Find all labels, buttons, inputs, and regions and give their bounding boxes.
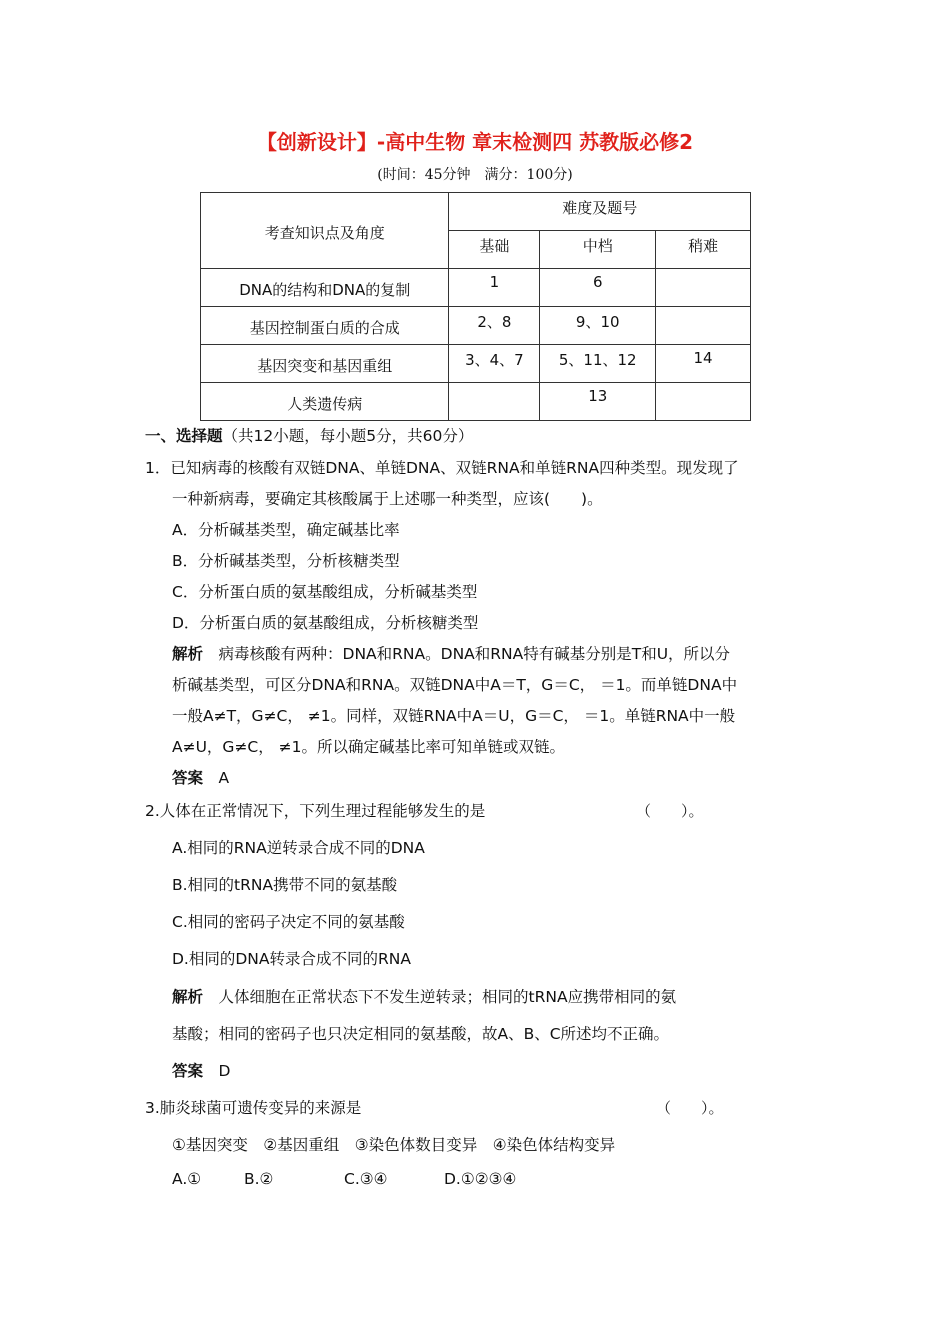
row-medium: 9、10	[540, 307, 656, 345]
row-hard: 14	[656, 345, 751, 383]
section-heading	[145, 424, 473, 446]
row-kp: 基因控制蛋白质的合成	[201, 307, 449, 345]
q2-analysis-label: 解析	[172, 988, 204, 1006]
exam-time-score: (时间：45分钟 满分：100分)	[377, 167, 573, 183]
table-row	[201, 345, 751, 383]
document-title: 【创新设计】-高中生物 章末检测四 苏教版必修2	[256, 130, 694, 154]
row-medium: 6	[540, 269, 656, 307]
header-knowledge-point: 考查知识点及角度	[201, 193, 449, 269]
q2-analysis-text: 人体细胞在正常状态下不发生逆转录；相同的tRNA应携带相同的氨	[218, 988, 677, 1006]
q2-option-a: A.相同的RNA逆转录合成不同的DNA	[172, 839, 425, 857]
q1-analysis-text: 病毒核酸有两种：DNA和RNA。DNA和RNA特有碱基分别是T和U，所以分	[218, 645, 731, 663]
header-basic: 基础	[449, 231, 540, 269]
q1-analysis-line4: A≠U，G≠C， ≠1。所以确定碱基比率可知单链或双链。	[172, 738, 566, 756]
q2-analysis-line2: 基酸；相同的密码子也只决定相同的氨基酸，故A、B、C所述均不正确。	[172, 1025, 670, 1043]
row-kp: 人类遗传病	[201, 383, 449, 421]
row-kp: DNA的结构和DNA的复制	[201, 269, 449, 307]
section-note: （共12小题，每小题5分，共60分）	[222, 427, 474, 445]
q1-analysis-line2: 析碱基类型，可区分DNA和RNA。双链DNA中A＝T，G＝C， ＝1。而单链DNA中	[172, 676, 738, 694]
q2-answer	[172, 1059, 230, 1081]
section-title: 一、选择题	[145, 427, 223, 445]
row-hard	[656, 383, 751, 421]
table-row	[201, 269, 751, 307]
q1-analysis-line1	[172, 642, 730, 664]
table-row	[201, 383, 751, 421]
q1-analysis-line3: 一般A≠T，G≠C， ≠1。同样，双链RNA中A＝U，G＝C， ＝1。单链RNA中一般	[172, 707, 736, 725]
knowledge-table	[200, 192, 751, 421]
q1-stem-line1: 1．已知病毒的核酸有双链DNA、单链DNA、双链RNA和单链RNA四种类型。现发现了	[145, 459, 739, 477]
q1-answer	[172, 766, 229, 788]
q3-option-a: A.①	[172, 1170, 202, 1188]
row-medium: 13	[540, 383, 656, 421]
row-basic: 1	[449, 269, 540, 307]
q3-stem: 3.肺炎球菌可遗传变异的来源是	[145, 1099, 362, 1117]
row-hard	[656, 307, 751, 345]
q3-answer-paren: （ ）。	[656, 1099, 724, 1117]
row-kp: 基因突变和基因重组	[201, 345, 449, 383]
row-basic: 3、4、7	[449, 345, 540, 383]
row-hard	[656, 269, 751, 307]
q1-option-a: A．分析碱基类型，确定碱基比率	[172, 521, 400, 539]
header-hard: 稍难	[656, 231, 751, 269]
q3-items: ①基因突变 ②基因重组 ③染色体数目变异 ④染色体结构变异	[172, 1136, 616, 1154]
q2-answer-label: 答案	[172, 1062, 204, 1080]
q2-option-d: D.相同的DNA转录合成不同的RNA	[172, 950, 411, 968]
q3-option-b: B.②	[244, 1170, 274, 1188]
row-basic: 2、8	[449, 307, 540, 345]
q1-answer-value: A	[218, 769, 230, 787]
row-basic	[449, 383, 540, 421]
q1-option-d: D．分析蛋白质的氨基酸组成，分析核糖类型	[172, 614, 479, 632]
q1-option-c: C．分析蛋白质的氨基酸组成，分析碱基类型	[172, 583, 478, 601]
table-row	[201, 307, 751, 345]
q3-option-c: C.③④	[344, 1170, 388, 1188]
q1-stem-line2: 一种新病毒，要确定其核酸属于上述哪一种类型，应该( )。	[172, 490, 603, 508]
q2-answer-value: D	[218, 1062, 231, 1080]
q2-option-b: B.相同的tRNA携带不同的氨基酸	[172, 876, 398, 894]
q2-answer-paren: （ ）。	[636, 802, 704, 820]
q1-option-b: B．分析碱基类型，分析核糖类型	[172, 552, 400, 570]
q3-option-d: D.①②③④	[444, 1170, 517, 1188]
q1-answer-label: 答案	[172, 769, 204, 787]
header-difficulty: 难度及题号	[449, 193, 751, 231]
header-medium: 中档	[540, 231, 656, 269]
q1-analysis-label: 解析	[172, 645, 204, 663]
q2-stem: 2.人体在正常情况下，下列生理过程能够发生的是	[145, 802, 486, 820]
row-medium: 5、11、12	[540, 345, 656, 383]
q2-option-c: C.相同的密码子决定不同的氨基酸	[172, 913, 405, 931]
q2-analysis-line1	[172, 985, 676, 1007]
